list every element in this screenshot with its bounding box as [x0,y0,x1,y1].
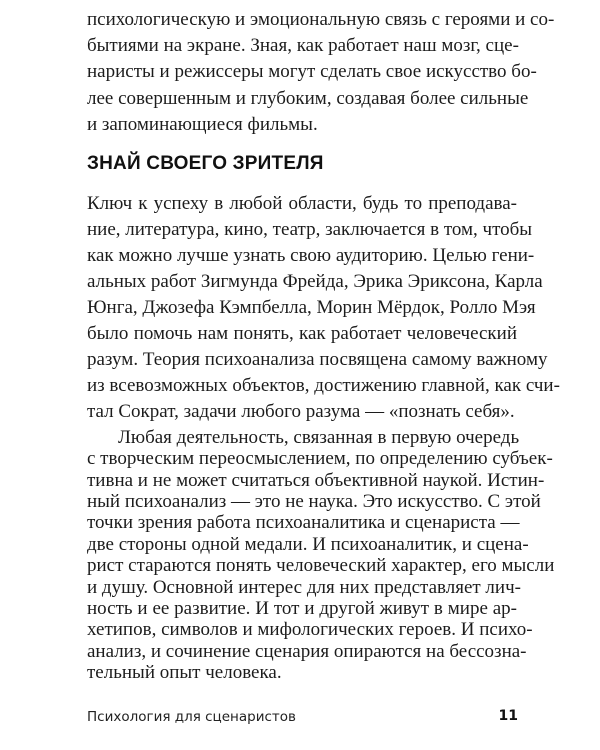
text-line: Юнга, Джозефа Кэмпбелла, Морин Мёрдок, Ролло Мэя [87,297,536,318]
text-line: и запоминающиеся фильмы. [87,113,318,135]
text-line: как можно лучше узнать свою аудиторию. Целью гени- [87,245,535,266]
page-number: 11 [498,708,518,724]
text-line: тал Сократ, задачи любого разума — «познать себя». [87,401,515,422]
text-line: анализ, и сочинение сценария опираются на бессозна- [87,640,527,662]
text-line: Любая деятельность, связанная в первую очередь [118,427,520,448]
text-line: ность и ее развитие. И тот и другой живут в мире ар- [87,597,517,619]
text-line: хетипов, символов и мифологических героев. И психо- [87,619,533,641]
text-line: и душу. Основной интерес для них представляет лич- [87,576,521,598]
text-line: Ключ к успеху в любой области, будь то преподава- [87,193,517,214]
text-line: наристы и режиссеры могут сделать свое искусство бо- [87,61,537,83]
text-line: разум. Теория психоанализа посвящена самому важному [87,349,548,370]
text-line: две стороны одной медали. И психоаналитик, и сцена- [87,533,529,555]
text-line: точки зрения работа психоаналитика и сценариста — [87,512,520,534]
text-line: ние, литература, кино, театр, заключается в том, чтобы [87,219,533,240]
text-line: рист стараются понять человеческий характер, его мысли [87,555,555,577]
text-line: с творческим переосмыслением, по определению субъек- [87,448,553,470]
text-line: лее совершенным и глубоким, создавая более сильные [87,87,529,109]
text-line: тельный опыт человека. [87,662,282,683]
running-footer-title: Психология для сценаристов [87,709,296,725]
text-line: тивна и не может считаться объективной наукой. Истин- [87,469,545,491]
text-line: альных работ Зигмунда Фрейда, Эрика Эриксона, Карла [87,271,543,292]
text-line: бытиями на экране. Зная, как работает наш мозг, сце- [87,35,519,57]
text-line: было помочь нам понять, как работает человеческий [87,323,517,344]
text-line: психологическую и эмоциональную связь с героями и со- [87,9,555,30]
text-line: ный психоанализ — это не наука. Это искусство. С этой [87,491,541,513]
section-heading: ЗНАЙ СВОЕГО ЗРИТЕЛЯ [87,153,324,174]
text-line: из всевозможных объектов, достижению главной, как счи- [87,375,560,396]
